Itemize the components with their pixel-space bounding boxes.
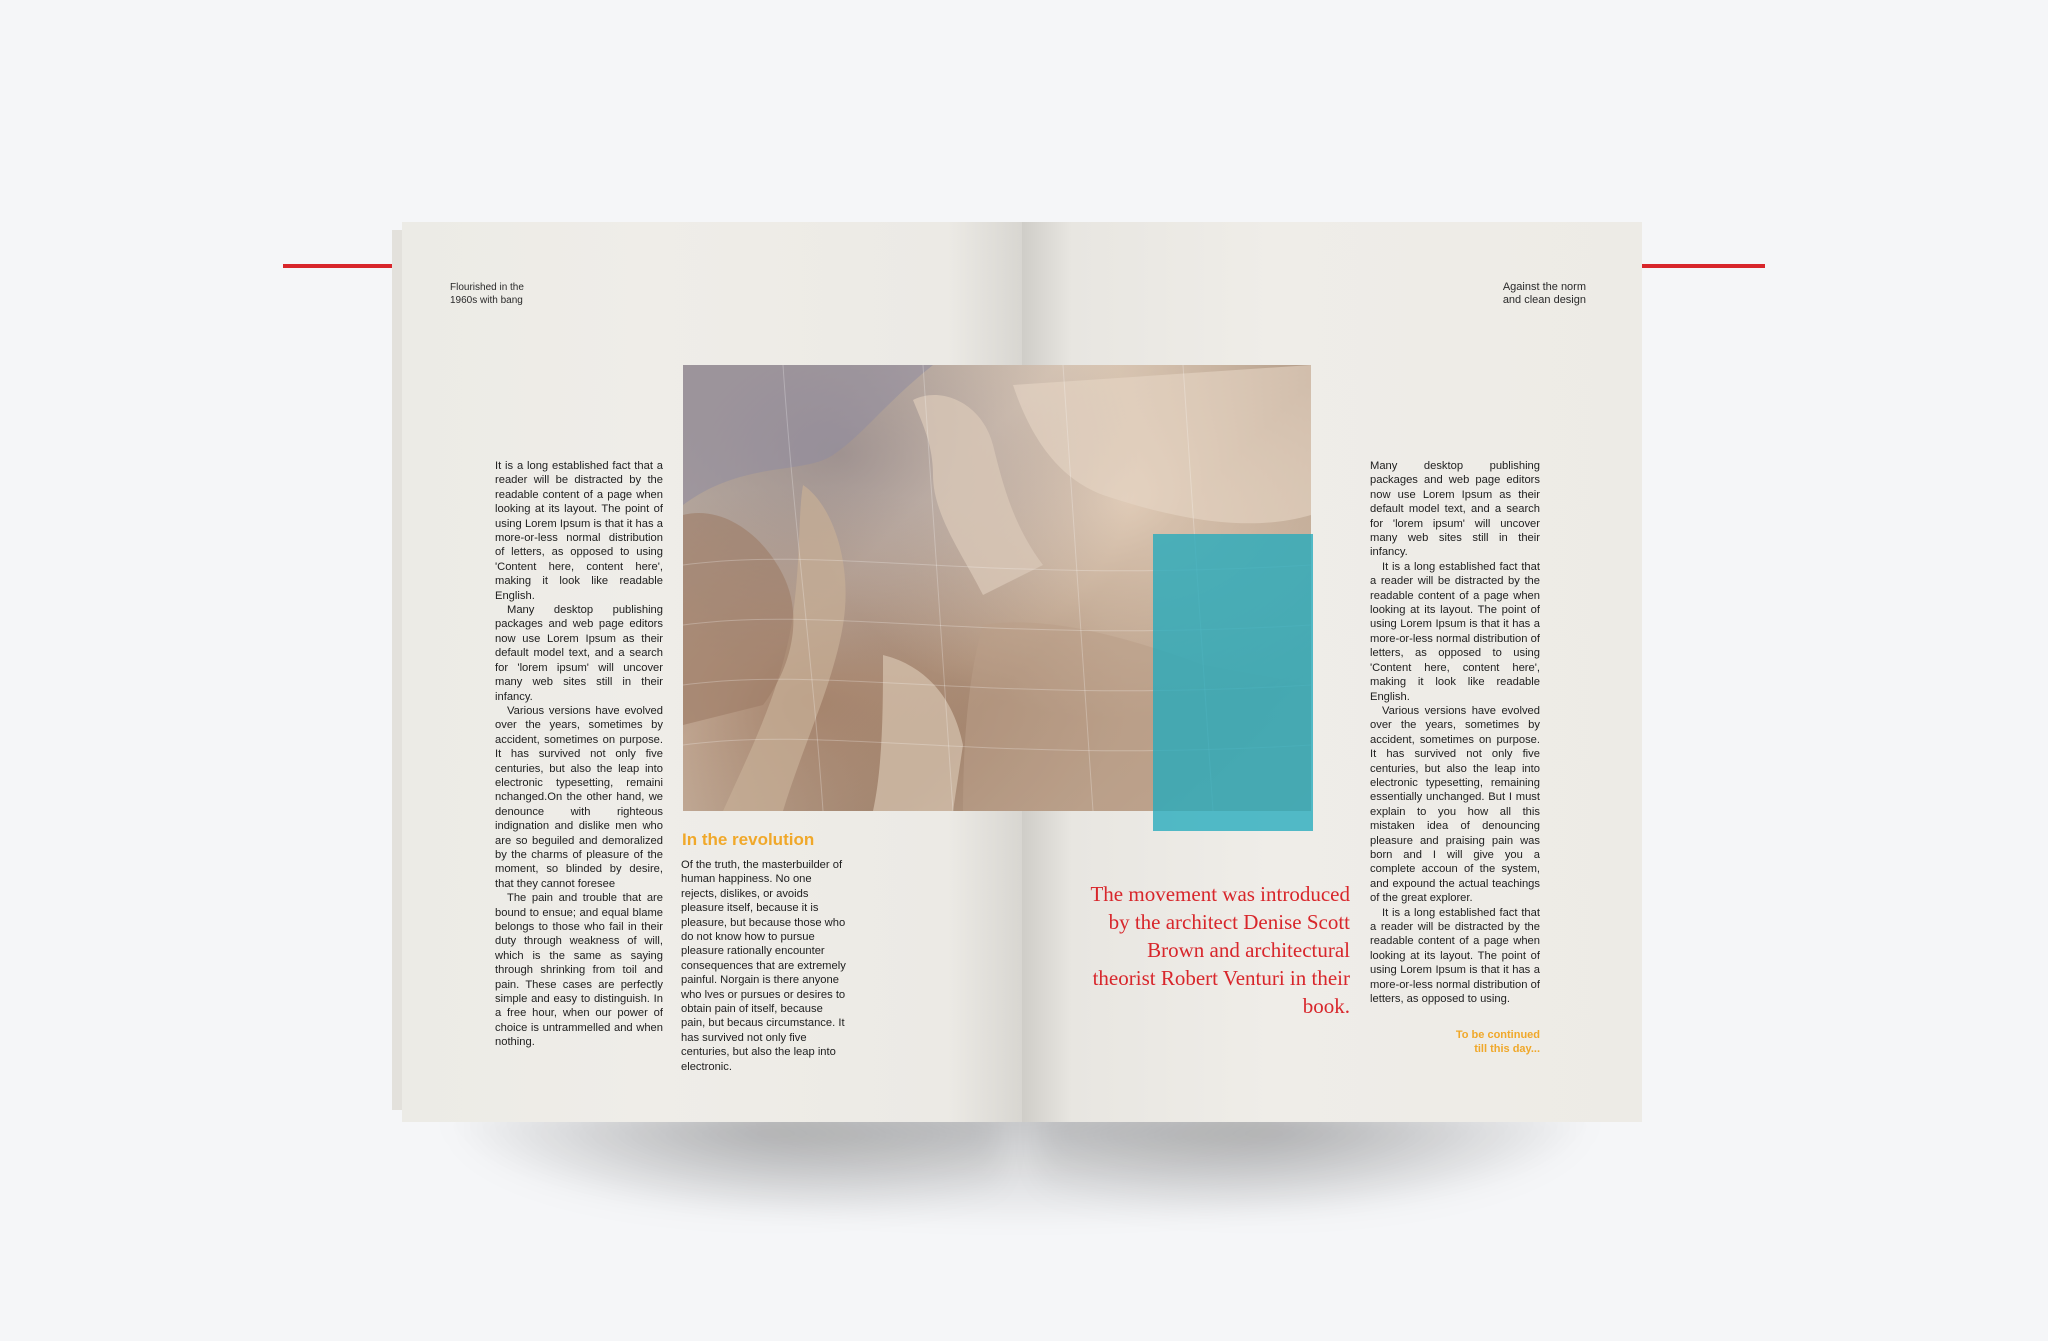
left-paragraph-1: It is a long established fact that a reader will be distracted by the readable content of a page when looking at its layout. The point of using Lorem Ipsum is that it has a more-or-less normal distribution of letters, as opposed to using 'Content here, content here', making it look like readable English.	[495, 460, 663, 602]
left-page-shadow	[440, 1110, 1000, 1220]
right-column-text	[1370, 459, 1540, 1006]
second-column-text	[681, 858, 849, 1074]
right-outer-rule	[1640, 264, 1765, 268]
left-paragraph-4: The pain and trouble that are bound to ensue; and equal blame belongs to those who fail in their duty through weakness of will, which is the same as saying through shrinking from toil and pain. These cases are perfectly simple and easy to distinguish. In a free hour, when our power of choice is untrammelled and when nothing.	[495, 892, 663, 1049]
continued-line-2: till this day...	[1474, 1043, 1540, 1055]
right-page-shadow	[1040, 1110, 1600, 1220]
continued-note	[1400, 1028, 1540, 1056]
right-paragraph-1: Many desktop publishing packages and web page editors now use Lorem Ipsum as their default model text, and a search for 'lorem ipsum' will uncover many web sites still in their infancy.	[1370, 460, 1540, 559]
right-paragraph-3: Various versions have evolved over the years, sometimes by accident, sometimes on purpose. It has survived not only five centuries, but also the leap into electronic typesetting, remaining essentially unchanged. But I must explain to you how all this mistaken idea of denouncing pleasure and praising pain was born and I will give you a complete accoun of the system, and expound the actual teachings of the great explorer.	[1370, 704, 1540, 905]
second-column-paragraph: Of the truth, the masterbuilder of human happiness. No one rejects, dislikes, or avoids pleasure itself, because it is pleasure, but because those who do not know how to pursue pleasure rationally encounter consequences that are extremely painful. Norgain is there anyone who lves or pursues or desires to obtain pain of itself, because pain, but becaus circumstance. It has survived not only five centuries, but also the leap into electronic.	[681, 859, 846, 1073]
teal-overlay-block	[1153, 534, 1313, 831]
left-running-head	[450, 281, 524, 307]
left-running-head-line-2: 1960s with bang	[450, 295, 523, 306]
right-running-head	[1430, 281, 1586, 307]
section-subhead: In the revolution	[682, 830, 815, 849]
left-running-head-line-1: Flourished in the	[450, 282, 524, 293]
pull-quote: The movement was introduced by the architect Denise Scott Brown and architectural theorist Robert Venturi in their book.	[1090, 882, 1350, 1018]
right-running-head-line-2: and clean design	[1502, 294, 1586, 306]
continued-line-1: To be continued	[1455, 1029, 1540, 1041]
left-paragraph-3: Various versions have evolved over the years, sometimes by accident, sometimes on purpose. It has survived not only five centuries, but also the leap into electronic typesetting, remaini nchanged.On the other hand, we denounce with righteous indignation and dislike men who are so beguiled and demoralized by the charms of pleasure of the moment, so blinded by desire, that they cannot foresee	[495, 704, 663, 890]
left-outer-rule	[283, 264, 393, 268]
right-running-head-line-1: Against the norm	[1502, 281, 1586, 293]
right-paragraph-4: It is a long established fact that a reader will be distracted by the readable content of a page when looking at its layout. The point of using Lorem Ipsum is that it has a more-or-less normal distribution of letters, as opposed to using.	[1370, 906, 1540, 1006]
left-paragraph-2: Many desktop publishing packages and web page editors now use Lorem Ipsum as their default model text, and a search for 'lorem ipsum' will uncover many web sites still in their infancy.	[495, 604, 663, 703]
left-column-text	[495, 459, 663, 1050]
right-paragraph-2: It is a long established fact that a reader will be distracted by the readable content of a page when looking at its layout. The point of using Lorem Ipsum is that it has a more-or-less normal distribution of letters, as opposed to using 'Content here, content here', making it look like readable English.	[1370, 560, 1540, 703]
